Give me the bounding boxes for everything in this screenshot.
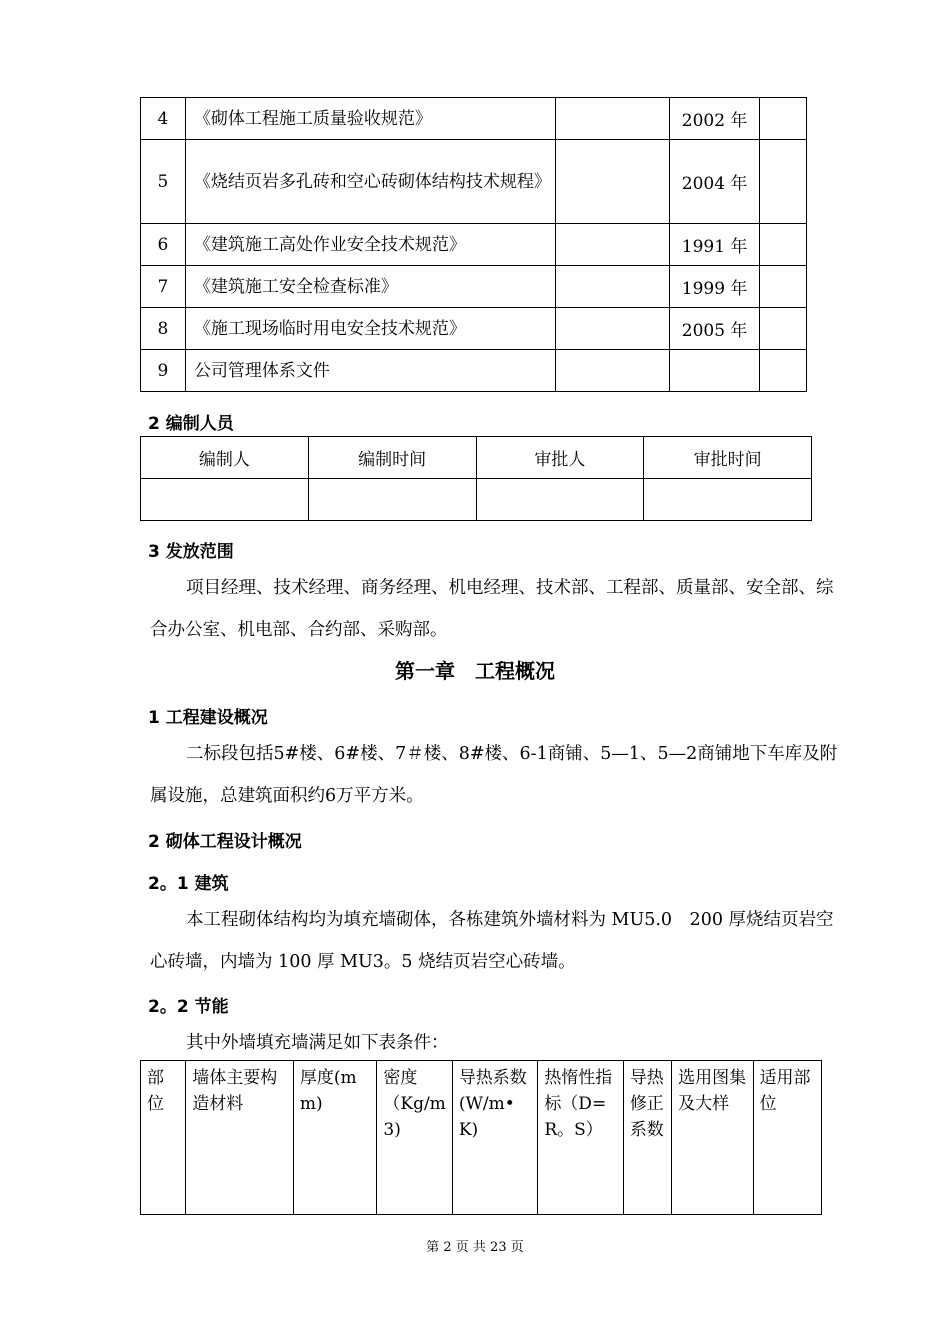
energy-header-cell: 选用图集及大样 xyxy=(672,1061,753,1215)
standards-note-cell xyxy=(760,224,807,266)
overview-paragraph: 二标段包括5#楼、6#楼、7＃楼、8#楼、6-1商铺、5—1、5—2商铺地下车库及附属设施，总建筑面积约6万平方米。 xyxy=(150,744,838,806)
standards-code-cell xyxy=(556,308,670,350)
standards-year-cell: 2002 年 xyxy=(670,98,760,140)
standards-note-cell xyxy=(760,98,807,140)
section-heading-design: 2 砌体工程设计概况 xyxy=(148,832,302,852)
standards-note-cell xyxy=(760,308,807,350)
scope-paragraph: 项目经理、技术经理、商务经理、机电经理、技术部、工程部、质量部、安全部、综合办公室、机电部、合约部、采购部。 xyxy=(150,578,834,640)
standards-row xyxy=(141,266,807,308)
standards-table xyxy=(140,97,807,392)
staff-value-cell xyxy=(476,479,644,521)
staff-value-cell xyxy=(308,479,476,521)
standards-title-cell: 《建筑施工安全检查标准》 xyxy=(185,266,555,308)
standards-number-cell: 7 xyxy=(141,266,186,308)
energy-paragraph: 其中外墙填充墙满足如下表条件： xyxy=(186,1033,449,1053)
standards-title-cell: 公司管理体系文件 xyxy=(185,350,555,392)
energy-header-cell: 部位 xyxy=(141,1061,186,1215)
energy-table xyxy=(140,1060,822,1215)
section-heading-arch: 2。1 建筑 xyxy=(148,874,229,894)
energy-header-cell: 导热系数(W/m•K) xyxy=(452,1061,538,1215)
staff-header-row xyxy=(141,437,812,479)
standards-number-cell: 8 xyxy=(141,308,186,350)
standards-note-cell xyxy=(760,140,807,224)
standards-code-cell xyxy=(556,98,670,140)
standards-number-cell: 4 xyxy=(141,98,186,140)
chapter-title: 第一章 工程概况 xyxy=(395,659,555,683)
standards-code-cell xyxy=(556,266,670,308)
arch-paragraph: 本工程砌体结构均为填充墙砌体，各栋建筑外墙材料为 MU5.0 200 厚烧结页岩空心砖墙，内墙为 100 厚 MU3。5 烧结页岩空心砖墙。 xyxy=(150,910,834,972)
energy-header-cell: 墙体主要构造材料 xyxy=(186,1061,294,1215)
standards-year-cell xyxy=(670,350,760,392)
energy-header-cell: 导热修正系数 xyxy=(623,1061,671,1215)
staff-header-cell: 编制人 xyxy=(141,437,309,479)
standards-row xyxy=(141,98,807,140)
standards-row xyxy=(141,140,807,224)
energy-header-cell: 热惰性指标（D=R。S） xyxy=(538,1061,624,1215)
standards-row xyxy=(141,308,807,350)
standards-title-cell: 《建筑施工高处作业安全技术规范》 xyxy=(185,224,555,266)
standards-number-cell: 5 xyxy=(141,140,186,224)
standards-year-cell: 2004 年 xyxy=(670,140,760,224)
standards-code-cell xyxy=(556,224,670,266)
standards-year-cell: 1999 年 xyxy=(670,266,760,308)
standards-year-cell: 1991 年 xyxy=(670,224,760,266)
section-heading-staff: 2 编制人员 xyxy=(148,414,234,434)
staff-header-cell: 编制时间 xyxy=(308,437,476,479)
page-footer: 第 2 页 共 23 页 xyxy=(426,1240,524,1255)
staff-header-cell: 审批时间 xyxy=(644,437,812,479)
section-heading-scope: 3 发放范围 xyxy=(148,542,234,562)
energy-header-row xyxy=(141,1061,822,1215)
energy-header-cell: 密度（Kg/m3) xyxy=(377,1061,452,1215)
staff-header-cell: 审批人 xyxy=(476,437,644,479)
staff-table xyxy=(140,436,812,521)
standards-title-cell: 《烧结页岩多孔砖和空心砖砌体结构技术规程》 xyxy=(185,140,555,224)
staff-value-cell xyxy=(141,479,309,521)
standards-code-cell xyxy=(556,140,670,224)
standards-note-cell xyxy=(760,350,807,392)
standards-note-cell xyxy=(760,266,807,308)
staff-value-cell xyxy=(644,479,812,521)
standards-year-cell: 2005 年 xyxy=(670,308,760,350)
energy-header-cell: 厚度(mm) xyxy=(293,1061,376,1215)
standards-title-cell: 《砌体工程施工质量验收规范》 xyxy=(185,98,555,140)
section-heading-overview: 1 工程建设概况 xyxy=(148,708,268,728)
standards-code-cell xyxy=(556,350,670,392)
section-heading-energy: 2。2 节能 xyxy=(148,997,229,1017)
standards-row xyxy=(141,224,807,266)
standards-number-cell: 6 xyxy=(141,224,186,266)
standards-title-cell: 《施工现场临时用电安全技术规范》 xyxy=(185,308,555,350)
energy-header-cell: 适用部位 xyxy=(753,1061,821,1215)
standards-number-cell: 9 xyxy=(141,350,186,392)
staff-value-row xyxy=(141,479,812,521)
standards-row xyxy=(141,350,807,392)
